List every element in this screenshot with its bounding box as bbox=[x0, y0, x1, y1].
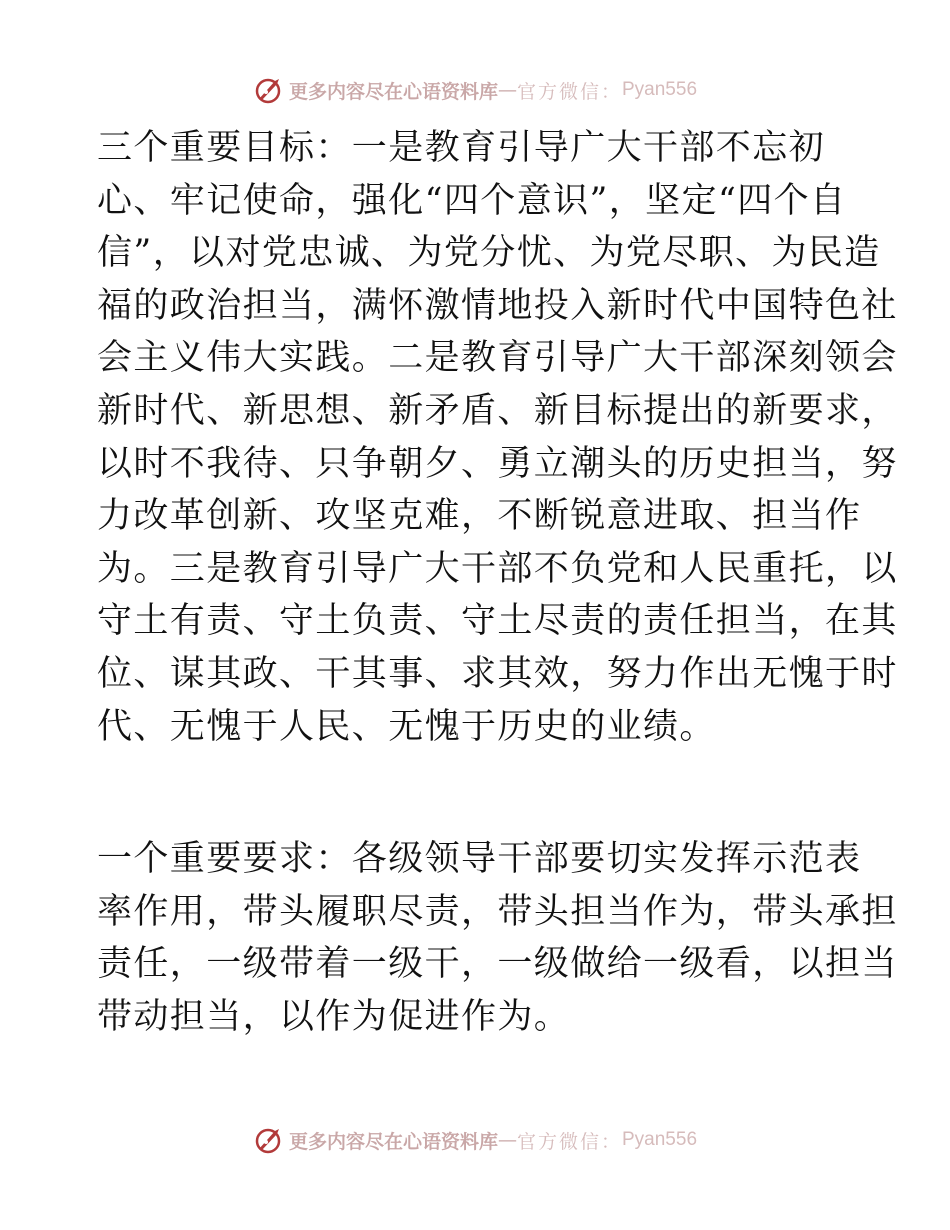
banner-brand-text: 更多内容尽在心语资料库 bbox=[288, 80, 498, 103]
footer-banner bbox=[0, 1120, 950, 1160]
paragraph-line: 信”，以对党忠诚、为党分忧、为党尽职、为民造 bbox=[97, 233, 881, 274]
banner-separator: — bbox=[497, 79, 517, 101]
paragraph-line: 新时代、新思想、新矛盾、新目标提出的新要求， bbox=[97, 390, 898, 431]
paragraph-line: 率作用，带头履职尽责，带头担当作为，带头承担 bbox=[97, 891, 898, 932]
paragraph-line: 位、谋其政、干其事、求其效，努力作出无愧于时 bbox=[97, 653, 898, 694]
feather-pen-logo-icon bbox=[253, 75, 283, 105]
paragraph-line: 守土有责、守土负责、守土尽责的责任担当，在其 bbox=[97, 601, 898, 642]
paragraph-line: 责任，一级带着一级干，一级做给一级看，以担当 bbox=[97, 944, 898, 985]
paragraph-line: 以时不我待、只争朝夕、勇立潮头的历史担当，努 bbox=[97, 443, 898, 484]
paragraph-line: 福的政治担当，满怀激情地投入新时代中国特色社 bbox=[97, 285, 898, 326]
paragraph-line: 三个重要目标：一是教育引导广大干部不忘初 bbox=[97, 128, 826, 168]
header-banner bbox=[0, 70, 950, 110]
paragraph-line: 会主义伟大实践。二是教育引导广大干部深刻领会 bbox=[97, 338, 898, 379]
paragraph-line: 心、牢记使命，强化“四个意识”，坚定“四个自 bbox=[97, 180, 847, 221]
paragraph-three-goals bbox=[97, 122, 898, 753]
paragraph-line: 力改革创新、攻坚克难，不断锐意进取、担当作 bbox=[97, 496, 862, 537]
banner-separator: — bbox=[497, 1129, 517, 1151]
paragraph-line: 代、无愧于人民、无愧于历史的业绩。 bbox=[97, 706, 716, 747]
paragraph-line: 带动担当，以作为促进作为。 bbox=[97, 996, 571, 1037]
banner-official-label: 官方微信： bbox=[516, 80, 622, 103]
feather-pen-logo-icon bbox=[253, 1125, 283, 1155]
paragraph-one-requirement bbox=[97, 833, 898, 1043]
banner-brand-text: 更多内容尽在心语资料库 bbox=[288, 1130, 498, 1153]
paragraph-line: 为。三是教育引导广大干部不负党和人民重托，以 bbox=[97, 548, 898, 589]
paragraph-line: 一个重要要求：各级领导干部要切实发挥示范表 bbox=[97, 839, 862, 879]
banner-wechat-id: Pyan556 bbox=[622, 79, 698, 100]
banner-wechat-id: Pyan556 bbox=[622, 1129, 698, 1150]
banner-official-label: 官方微信： bbox=[516, 1130, 622, 1153]
